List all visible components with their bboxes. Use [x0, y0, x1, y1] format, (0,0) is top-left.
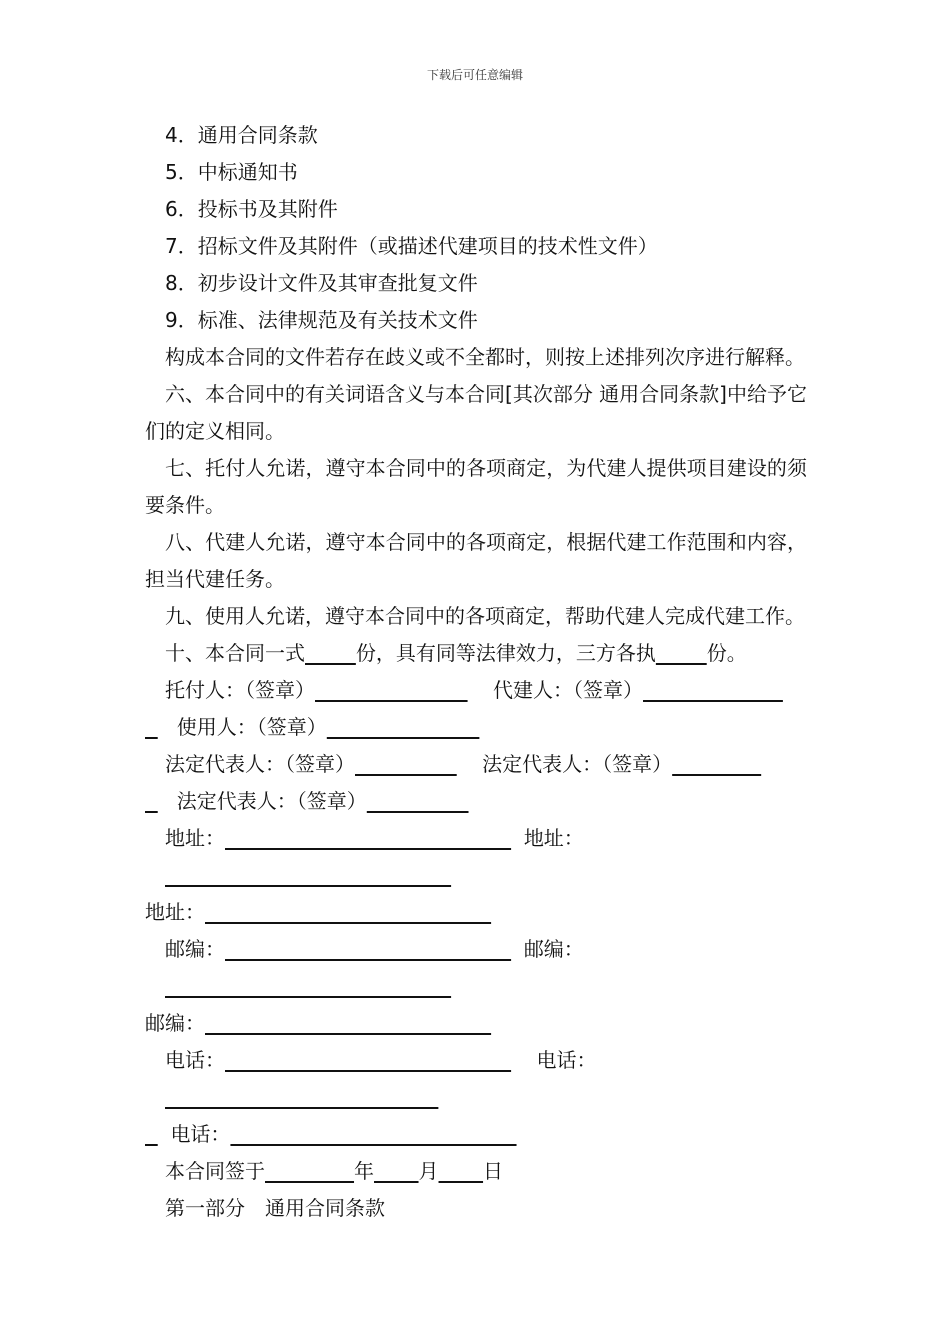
- list-item: 4．通用合同条款: [165, 123, 318, 147]
- list-item: 6．投标书及其附件: [165, 197, 338, 221]
- address-line: 地址：: [145, 894, 807, 931]
- paragraph-7: 七、托付人允诺，遵守本合同中的各项商定，为代建人提供项目建设的须要条件。: [145, 456, 807, 517]
- list-item: 8．初步设计文件及其审查批复文件: [165, 271, 478, 295]
- year-blank: [265, 1159, 354, 1183]
- address-line: 地址： 地址：: [145, 820, 807, 894]
- contract-body: [145, 117, 807, 1227]
- address-blank: [205, 900, 491, 924]
- copies-each-blank: [656, 641, 707, 665]
- paragraph-9: 九、使用人允诺，遵守本合同中的各项商定，帮助代建人完成代建工作。: [165, 604, 805, 628]
- address-blank: [225, 826, 511, 850]
- list-item: 7．招标文件及其附件（或描述代建项目的技术性文件）: [165, 234, 658, 258]
- paragraph-order: 构成本合同的文件若存在歧义或不全都时，则按上述排列次序进行解释。: [165, 345, 805, 369]
- legal-rep-line: 法定代表人：（签章）: [145, 783, 807, 820]
- phone-blank: [230, 1122, 516, 1146]
- user-sign-blank: [327, 715, 480, 739]
- section-title: 第一部分 通用合同条款: [165, 1196, 385, 1220]
- address-blank: [165, 863, 451, 887]
- signature-line: 使用人：（签章）: [145, 709, 807, 746]
- list-item: 5．中标通知书: [165, 160, 298, 184]
- postcode-blank: [225, 937, 511, 961]
- agent-sign-blank: [643, 678, 783, 702]
- client-sign-blank: [315, 678, 468, 702]
- paragraph-10: 十、本合同一式 份，具有同等法律效力，三方各执 份。: [165, 641, 747, 665]
- phone-line: 电话：: [145, 1116, 807, 1153]
- page-header: 下载后可任意编辑: [426, 68, 523, 82]
- postcode-line: 邮编： 邮编：: [145, 931, 807, 1005]
- signing-date-line: 本合同签于 年 月 日: [165, 1159, 504, 1183]
- paragraph-8: 八、代建人允诺，遵守本合同中的各项商定，根据代建工作范围和内容，担当代建任务。: [145, 530, 807, 591]
- phone-blank: [165, 1085, 438, 1109]
- month-blank: [374, 1159, 419, 1183]
- postcode-line: 邮编：: [145, 1005, 807, 1042]
- day-blank: [439, 1159, 484, 1183]
- copies-blank: [305, 641, 356, 665]
- legal-rep-blank: [355, 752, 457, 776]
- phone-line: 电话： 电话：: [145, 1042, 807, 1116]
- legal-rep-line: 法定代表人：（签章） 法定代表人：（签章）: [145, 746, 807, 783]
- legal-rep-blank: [367, 789, 469, 813]
- legal-rep-blank: [672, 752, 761, 776]
- postcode-blank: [205, 1011, 491, 1035]
- postcode-blank: [165, 974, 451, 998]
- list-item: 9．标准、法律规范及有关技术文件: [165, 308, 478, 332]
- phone-blank: [225, 1048, 511, 1072]
- paragraph-6: 六、本合同中的有关词语含义与本合同[其次部分 通用合同条款]中给予它们的定义相同。: [145, 382, 807, 443]
- signature-line: 托付人：（签章） 代建人：（签章）: [145, 672, 807, 709]
